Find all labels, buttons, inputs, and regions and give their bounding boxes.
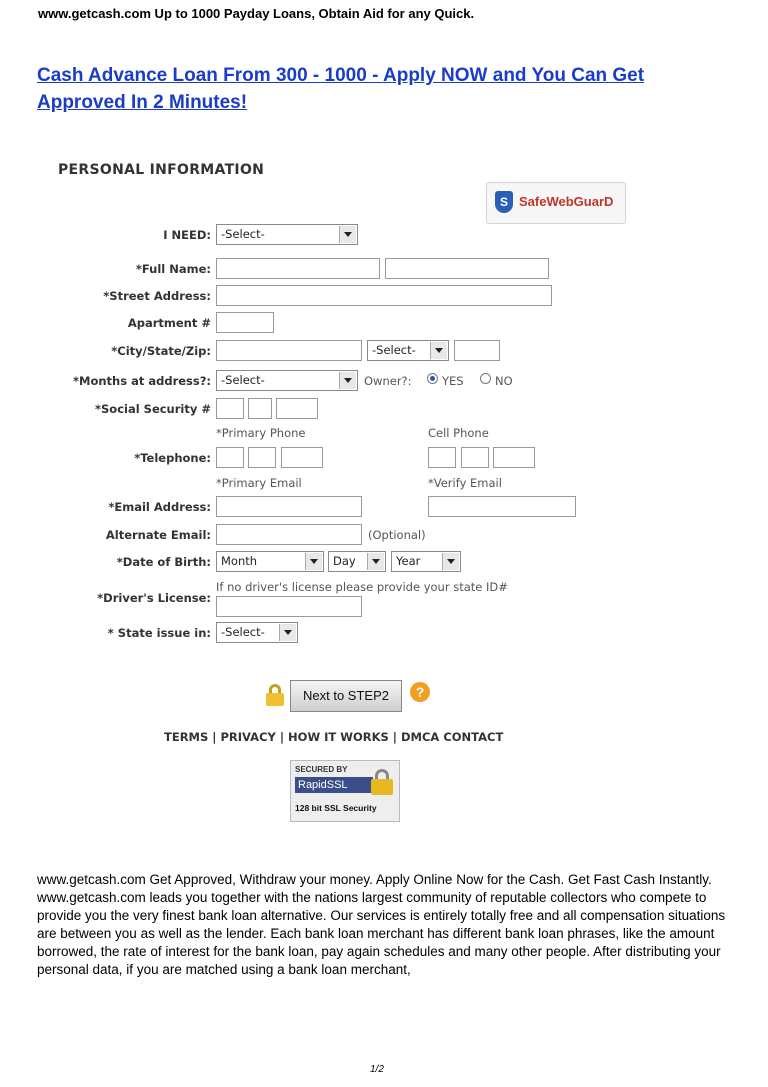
street-label: *Street Address: [103,289,211,303]
dob-day-select[interactable] [328,551,386,572]
dob-month-select[interactable] [216,551,324,572]
ssl-secured-by: SECURED BY [295,765,348,774]
cell-phone-label: Cell Phone [428,426,489,440]
ssn-label: *Social Security # [95,402,211,416]
owner-yes-label: YES [442,374,464,388]
owner-yes-radio[interactable] [427,373,438,384]
chevron-down-icon [305,553,322,570]
owner-no-label: NO [495,374,513,388]
dob-year-value: Year [396,554,421,568]
months-select[interactable] [216,370,358,391]
footer-links[interactable]: TERMS | PRIVACY | HOW IT WORKS | DMCA CONTACT [164,730,504,744]
state-select[interactable] [367,340,449,361]
email-label: *Email Address: [108,500,211,514]
page-number: 1/2 [370,1064,384,1075]
need-select-value: -Select- [221,227,265,241]
body-paragraph: www.getcash.com leads you together with the nations largest community of reputable collectors who compete to provide you the very finest bank loan alternative. Our services is entirely totally free and all compensation situations are between you as well as the lender. Each bank loan merchant has different bank loan phrases, like the amount borrowed, the rate of interest for the bank loan, pay again schedules and many other people. After distributing your personal data, if you are matched using a bank loan merchant, [37,890,726,977]
alt-email-input[interactable] [216,524,362,545]
license-note: If no driver's license please provide your state ID# [216,580,508,594]
chevron-down-icon [279,624,296,641]
section-title: PERSONAL INFORMATION [58,162,265,178]
owner-no-radio[interactable] [480,373,491,384]
state-issue-select[interactable] [216,622,298,643]
dob-label: *Date of Birth: [116,555,211,569]
zip-input[interactable] [454,340,500,361]
verify-email-input[interactable] [428,496,576,517]
alt-email-label: Alternate Email: [105,528,211,542]
application-form [36,148,646,838]
months-select-value: -Select- [221,373,265,387]
chevron-down-icon [442,553,459,570]
license-label: *Driver's License: [97,591,211,605]
next-step-button[interactable]: Next to STEP2 [290,680,402,712]
city-input[interactable] [216,340,362,361]
first-name-input[interactable] [216,258,380,279]
body-paragraph: www.getcash.com Get Approved, Withdraw your money. Apply Online Now for the Cash. Get Fast Cash Instantly. [37,872,712,887]
chevron-down-icon [367,553,384,570]
city-state-zip-label: *City/State/Zip: [111,344,211,358]
apartment-label: Apartment # [127,316,211,330]
lock-icon [266,684,284,706]
email-input[interactable] [216,496,362,517]
cell-prefix-input[interactable] [461,447,489,468]
state-issue-label: * State issue in: [107,626,211,640]
phone-area-input[interactable] [216,447,244,468]
chevron-down-icon [339,372,356,389]
phone-prefix-input[interactable] [248,447,276,468]
body-text [37,871,737,979]
street-input[interactable] [216,285,552,306]
months-label: *Months at address?: [73,374,211,388]
last-name-input[interactable] [385,258,549,279]
chevron-down-icon [339,226,356,243]
owner-label: Owner?: [364,374,412,388]
page-header: www.getcash.com Up to 1000 Payday Loans, Obtain Aid for any Quick. [38,6,475,21]
ssn-part-3[interactable] [276,398,318,419]
primary-email-label: *Primary Email [216,476,302,490]
ssn-part-2[interactable] [248,398,272,419]
telephone-label: *Telephone: [134,451,211,465]
primary-phone-label: *Primary Phone [216,426,306,440]
cell-area-input[interactable] [428,447,456,468]
chevron-down-icon [430,342,447,359]
shield-icon: S [495,191,513,213]
state-select-value: -Select- [372,343,416,357]
ssl-brand: RapidSSL [295,777,373,793]
dob-year-select[interactable] [391,551,461,572]
rapidssl-seal [290,760,400,822]
need-select[interactable] [216,224,358,245]
safewebguard-badge [486,182,626,224]
cell-line-input[interactable] [493,447,535,468]
padlock-icon [371,769,393,795]
ssn-part-1[interactable] [216,398,244,419]
license-input[interactable] [216,596,362,617]
dob-day-value: Day [333,554,356,568]
headline-link[interactable]: Cash Advance Loan From 300 - 1000 - Apply NOW and You Can Get Approved In 2 Minutes! [37,65,645,113]
apartment-input[interactable] [216,312,274,333]
need-label: I NEED: [163,228,211,242]
verify-email-label: *Verify Email [428,476,502,490]
state-issue-value: -Select- [221,625,265,639]
badge-text: SafeWebGuarD [519,194,614,209]
full-name-label: *Full Name: [135,262,211,276]
optional-note: (Optional) [368,528,426,542]
ssl-strength: 128 bit SSL Security [295,803,377,813]
phone-line-input[interactable] [281,447,323,468]
dob-month-value: Month [221,554,258,568]
help-icon[interactable]: ? [410,682,430,702]
